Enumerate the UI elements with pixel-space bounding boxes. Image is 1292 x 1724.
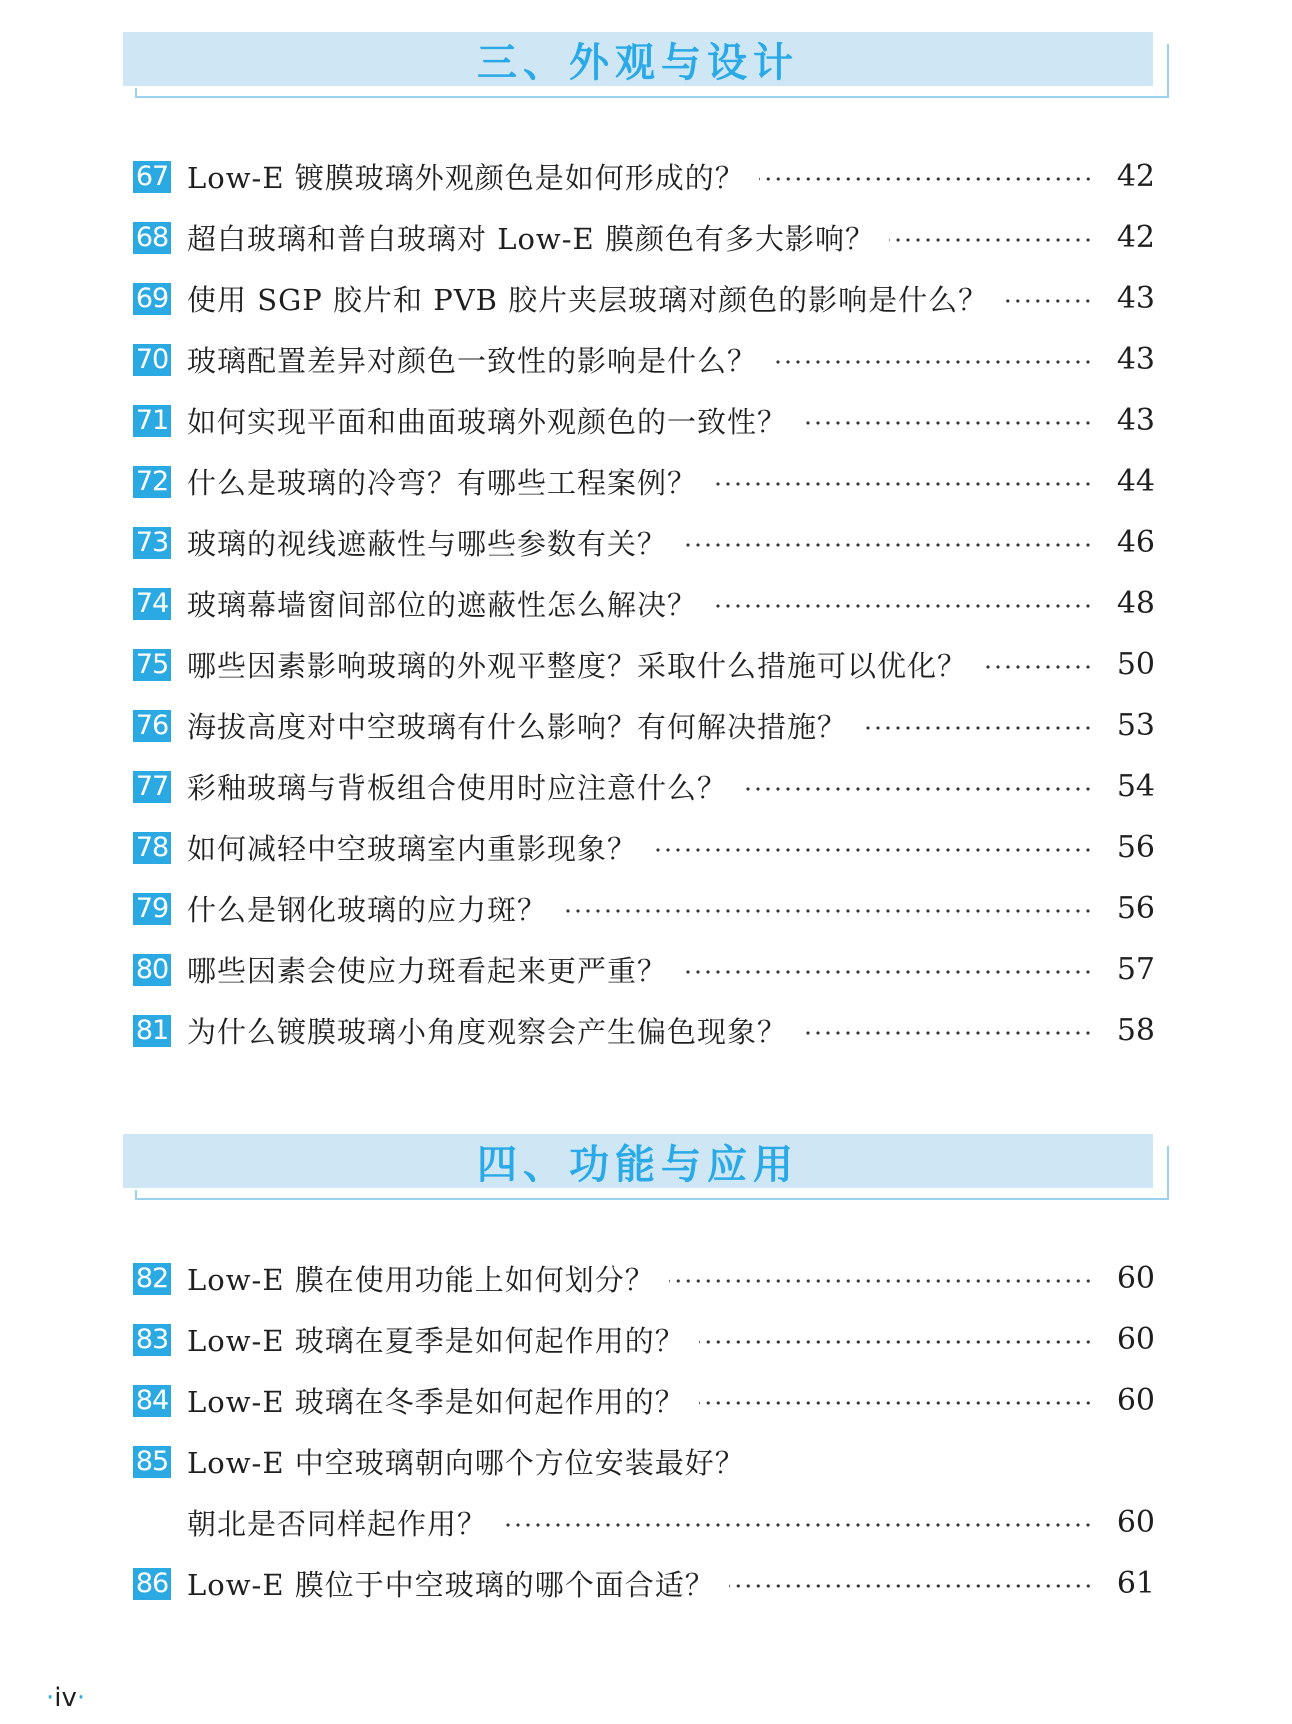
question-text: Low-E 玻璃在夏季是如何起作用的？ bbox=[187, 1324, 685, 1358]
question-number-badge: 75 bbox=[133, 649, 171, 681]
question-text: 玻璃的视线遮蔽性与哪些参数有关？ bbox=[187, 527, 668, 561]
page-number: 58 bbox=[1116, 1013, 1155, 1048]
toc-entry[interactable] bbox=[133, 817, 1155, 878]
question-number-badge: 82 bbox=[133, 1263, 171, 1295]
question-text: 使用 SGP 胶片和 PVB 胶片夹层玻璃对颜色的影响是什么？ bbox=[187, 283, 989, 317]
question-text: 玻璃幕墙窗间部位的遮蔽性怎么解决？ bbox=[187, 588, 698, 622]
page-number: 57 bbox=[1116, 952, 1155, 987]
question-text: Low-E 中空玻璃朝向哪个方位安装最好？ bbox=[187, 1446, 745, 1480]
question-text: 海拔高度对中空玻璃有什么影响？有何解决措施？ bbox=[187, 710, 848, 744]
toc-entry[interactable] bbox=[133, 146, 1155, 207]
question-text: Low-E 镀膜玻璃外观颜色是如何形成的？ bbox=[187, 161, 745, 195]
toc-entry[interactable] bbox=[133, 1492, 1155, 1553]
toc-entry[interactable] bbox=[133, 756, 1155, 817]
page-number: 43 bbox=[1116, 281, 1155, 316]
dot-leader bbox=[741, 787, 1093, 791]
toc-entry[interactable] bbox=[133, 451, 1155, 512]
page-number: 43 bbox=[1116, 403, 1155, 438]
question-number-badge: 80 bbox=[133, 954, 171, 986]
question-text: 什么是钢化玻璃的应力斑？ bbox=[187, 893, 548, 927]
page-number: 54 bbox=[1116, 769, 1155, 804]
dot-leader bbox=[561, 909, 1093, 913]
question-number-badge: 73 bbox=[133, 527, 171, 559]
question-number-badge: 85 bbox=[133, 1446, 171, 1478]
section-title: 三、外观与设计 bbox=[477, 39, 799, 86]
dot-leader bbox=[771, 360, 1093, 364]
page-number: 44 bbox=[1116, 464, 1155, 499]
question-text: 玻璃配置差异对颜色一致性的影响是什么？ bbox=[187, 344, 758, 378]
dot-leader bbox=[759, 177, 1093, 181]
dot-leader bbox=[801, 1031, 1093, 1035]
page-number: 42 bbox=[1116, 220, 1155, 255]
question-number-badge: 70 bbox=[133, 344, 171, 376]
footer-dot-icon: · bbox=[76, 1683, 86, 1713]
question-number-badge: 68 bbox=[133, 222, 171, 254]
page-number: 60 bbox=[1116, 1505, 1155, 1540]
toc-entry[interactable] bbox=[133, 1370, 1155, 1431]
question-number-badge: 77 bbox=[133, 771, 171, 803]
toc-entry[interactable] bbox=[133, 939, 1155, 1000]
dot-leader bbox=[1002, 299, 1093, 303]
dot-leader bbox=[699, 1340, 1093, 1344]
toc-entry[interactable] bbox=[133, 634, 1155, 695]
dot-leader bbox=[889, 238, 1093, 242]
question-text: 什么是玻璃的冷弯？有哪些工程案例？ bbox=[187, 466, 698, 500]
question-text: 哪些因素会使应力斑看起来更严重？ bbox=[187, 954, 668, 988]
toc-entry[interactable] bbox=[133, 329, 1155, 390]
dot-leader bbox=[759, 1462, 1093, 1466]
question-number-badge: 69 bbox=[133, 283, 171, 315]
question-text: Low-E 膜位于中空玻璃的哪个面合适？ bbox=[187, 1568, 715, 1602]
toc-entry[interactable] bbox=[133, 1431, 1155, 1492]
toc-list bbox=[133, 1248, 1155, 1614]
page-number: 53 bbox=[1116, 708, 1155, 743]
dot-leader bbox=[669, 1279, 1093, 1283]
page-number: 43 bbox=[1116, 342, 1155, 377]
toc-entry[interactable] bbox=[133, 512, 1155, 573]
question-text: 为什么镀膜玻璃小角度观察会产生偏色现象？ bbox=[187, 1015, 788, 1049]
dot-leader bbox=[801, 421, 1093, 425]
question-number-badge: 81 bbox=[133, 1015, 171, 1047]
toc-entry[interactable] bbox=[133, 1000, 1155, 1061]
dot-leader bbox=[681, 970, 1093, 974]
question-number-badge: 84 bbox=[133, 1385, 171, 1417]
page-number: 56 bbox=[1116, 891, 1155, 926]
page-number: 42 bbox=[1116, 159, 1155, 194]
toc-entry[interactable] bbox=[133, 1309, 1155, 1370]
question-text: 如何实现平面和曲面玻璃外观颜色的一致性？ bbox=[187, 405, 788, 439]
footer-page-number: iv bbox=[54, 1683, 77, 1713]
question-number-badge: 67 bbox=[133, 161, 171, 193]
toc-list bbox=[133, 146, 1155, 1061]
toc-entry[interactable] bbox=[133, 390, 1155, 451]
header-band bbox=[123, 1134, 1153, 1188]
toc-entry[interactable] bbox=[133, 573, 1155, 634]
question-number-badge: 76 bbox=[133, 710, 171, 742]
page-number: 61 bbox=[1116, 1566, 1155, 1601]
question-text: 如何减轻中空玻璃室内重影现象？ bbox=[187, 832, 638, 866]
question-number-badge: 78 bbox=[133, 832, 171, 864]
toc-entry[interactable] bbox=[133, 268, 1155, 329]
page-number: 60 bbox=[1116, 1322, 1155, 1357]
page-footer bbox=[46, 1683, 85, 1713]
question-number-badge: 72 bbox=[133, 466, 171, 498]
toc-entry[interactable] bbox=[133, 1248, 1155, 1309]
header-band bbox=[123, 32, 1153, 86]
dot-leader bbox=[699, 1401, 1093, 1405]
dot-leader bbox=[711, 482, 1093, 486]
page-number: 50 bbox=[1116, 647, 1155, 682]
footer-dot-icon: · bbox=[46, 1683, 55, 1713]
question-text: 超白玻璃和普白玻璃对 Low-E 膜颜色有多大影响？ bbox=[187, 222, 875, 256]
page-number: 48 bbox=[1116, 586, 1155, 621]
question-number-badge: 83 bbox=[133, 1324, 171, 1356]
question-text: 哪些因素影响玻璃的外观平整度？采取什么措施可以优化？ bbox=[187, 649, 968, 683]
question-number-badge: 79 bbox=[133, 893, 171, 925]
question-number-badge: 74 bbox=[133, 588, 171, 620]
page-number: 60 bbox=[1116, 1383, 1155, 1418]
dot-leader bbox=[711, 604, 1093, 608]
question-number-badge bbox=[133, 1507, 171, 1539]
page-number: 56 bbox=[1116, 830, 1155, 865]
toc-entry[interactable] bbox=[133, 1553, 1155, 1614]
toc-entry[interactable] bbox=[133, 878, 1155, 939]
toc-entry[interactable] bbox=[133, 207, 1155, 268]
section-header bbox=[123, 1134, 1169, 1220]
section-title: 四、功能与应用 bbox=[477, 1141, 799, 1188]
question-text: 彩釉玻璃与背板组合使用时应注意什么？ bbox=[187, 771, 728, 805]
question-number-badge: 71 bbox=[133, 405, 171, 437]
page-number: 60 bbox=[1116, 1261, 1155, 1296]
question-number-badge: 86 bbox=[133, 1568, 171, 1600]
dot-leader bbox=[681, 543, 1093, 547]
question-text: Low-E 玻璃在冬季是如何起作用的？ bbox=[187, 1385, 685, 1419]
dot-leader bbox=[501, 1523, 1093, 1527]
dot-leader bbox=[729, 1584, 1093, 1588]
dot-leader bbox=[981, 665, 1093, 669]
question-text: 朝北是否同样起作用？ bbox=[187, 1507, 488, 1541]
section-header bbox=[123, 32, 1169, 118]
dot-leader bbox=[861, 726, 1093, 730]
toc-entry[interactable] bbox=[133, 695, 1155, 756]
dot-leader bbox=[651, 848, 1093, 852]
question-text: Low-E 膜在使用功能上如何划分？ bbox=[187, 1263, 655, 1297]
page-number: 46 bbox=[1116, 525, 1155, 560]
